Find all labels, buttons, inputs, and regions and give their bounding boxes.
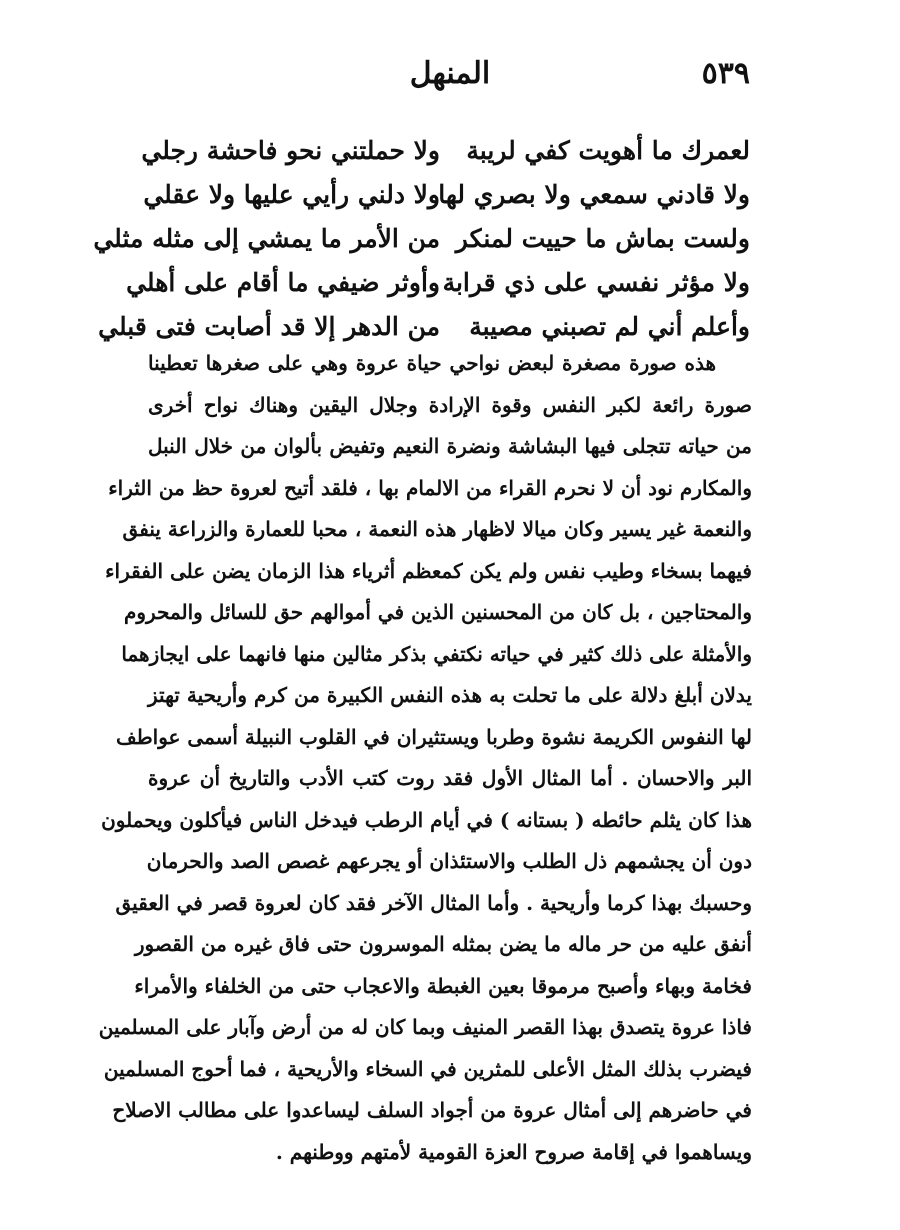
verse-second-hemistich: وأوثر ضيفي ما أقام على أهلي (126, 267, 440, 297)
poem-verse (98, 304, 750, 348)
verse-first-hemistich: لعمرك ما أهويت كفي لريبة (466, 135, 750, 165)
prose-paragraph (98, 343, 752, 1173)
verse-first-hemistich: ولست بماش ما حييت لمنكر (455, 223, 750, 253)
running-title: المنهل (409, 56, 491, 91)
poem-verse (141, 128, 750, 172)
prose-line: فخامة وبهاء وأصبح مرموقا بعين الغبطة والاعجاب حتى من الخلفاء والأمراء (134, 973, 752, 998)
page-number: ٥٣٩ (701, 56, 750, 91)
prose-line: وحسبك بهذا كرما وأريحية . وأما المثال الآخر فقد كان لعروة قصر في العقيق (115, 890, 752, 915)
prose-line: والأمثلة على ذلك كثير في حياته نكتفي بذكر مثالين منها فانهما على ايجازهما (121, 641, 752, 666)
prose-line: هذه صورة مصغرة لبعض نواحي حياة عروة وهي على صغرها تعطينا (148, 351, 716, 375)
prose-line: فاذا عروة يتصدق بهذا القصر المنيف وبما كان له من أرض وآبار على المسلمين (98, 1015, 752, 1039)
verse-first-hemistich: ولا مؤثر نفسي على ذي قرابة (442, 267, 750, 297)
poem-verse (93, 216, 750, 260)
verse-second-hemistich: من الدهر إلا قد أصابت فتى قبلي (98, 311, 440, 341)
prose-line: أنفق عليه من حر ماله ما يضن بمثله الموسرون حتى فاق غيره من القصور (134, 932, 752, 956)
prose-line: هذا كان يثلم حائطه ( بستانه ) في أيام الرطب فيدخل الناس فيأكلون ويحملون (101, 807, 752, 832)
prose-line: فيهما بسخاء وطيب نفس ولم يكن كمعظم أثرياء هذا الزمان يضن على الفقراء (105, 558, 752, 583)
poem (93, 128, 750, 348)
prose-line: يدلان أبلغ دلالة على ما تحلت به هذه النفس الكبيرة من كرم وأريحية تهتز (148, 683, 752, 707)
verse-second-hemistich: ولا دلني رأيي عليها ولا عقلي (143, 179, 440, 209)
prose-line: في حاضرهم إلى أمثال عروة من أجواد السلف ليساعدوا على مطالب الاصلاح (112, 1098, 752, 1122)
prose-line: والمكارم نود أن لا نحرم القراء من الالمام بها ، فلقد أتيح لعروة حظ من الثراء (108, 475, 752, 500)
prose-line: فيضرب بذلك المثل الأعلى للمثرين في السخاء والأريحية ، فما أحوج المسلمين (103, 1056, 752, 1081)
page-header (150, 56, 750, 96)
verse-first-hemistich: ولا قادني سمعي ولا بصري لها (438, 179, 750, 209)
poem-verse (143, 172, 750, 216)
prose-line: ويساهموا في إقامة صروح العزة القومية لأمتهم ووطنهم . (275, 1139, 752, 1164)
prose-line: صورة رائعة لكبر النفس وقوة الإرادة وجلال اليقين وهناك نواح أخرى (148, 392, 752, 417)
verse-second-hemistich: ولا حملتني نحو فاحشة رجلي (141, 135, 440, 165)
prose-line: من حياته تتجلى فيها البشاشة ونضرة النعيم وتفيض بألوان من خلال النبل (148, 434, 752, 458)
prose-line: دون أن يجشمهم ذل الطلب والاستئذان أو يجرعهم غصص الصد والحرمان (146, 849, 752, 873)
poem-verse (126, 260, 750, 304)
verse-second-hemistich: من الأمر ما يمشي إلى مثله مثلي (93, 223, 440, 253)
prose-line: البر والاحسان . أما المثال الأول فقد روت كتب الأدب والتاريخ أن عروة (148, 766, 752, 790)
prose-line: والمحتاجين ، بل كان من المحسنين الذين في أموالهم حق للسائل والمحروم (123, 600, 752, 624)
prose-line: والنعمة غير يسير وكان ميالا لاظهار هذه النعمة ، محبا للعمارة والزراعة ينفق (122, 517, 752, 541)
prose-line: لها النفوس الكريمة نشوة وطربا ويستثيران في القلوب النبيلة أسمى عواطف (116, 724, 752, 749)
verse-first-hemistich: وأعلم أني لم تصبني مصيبة (469, 311, 750, 341)
